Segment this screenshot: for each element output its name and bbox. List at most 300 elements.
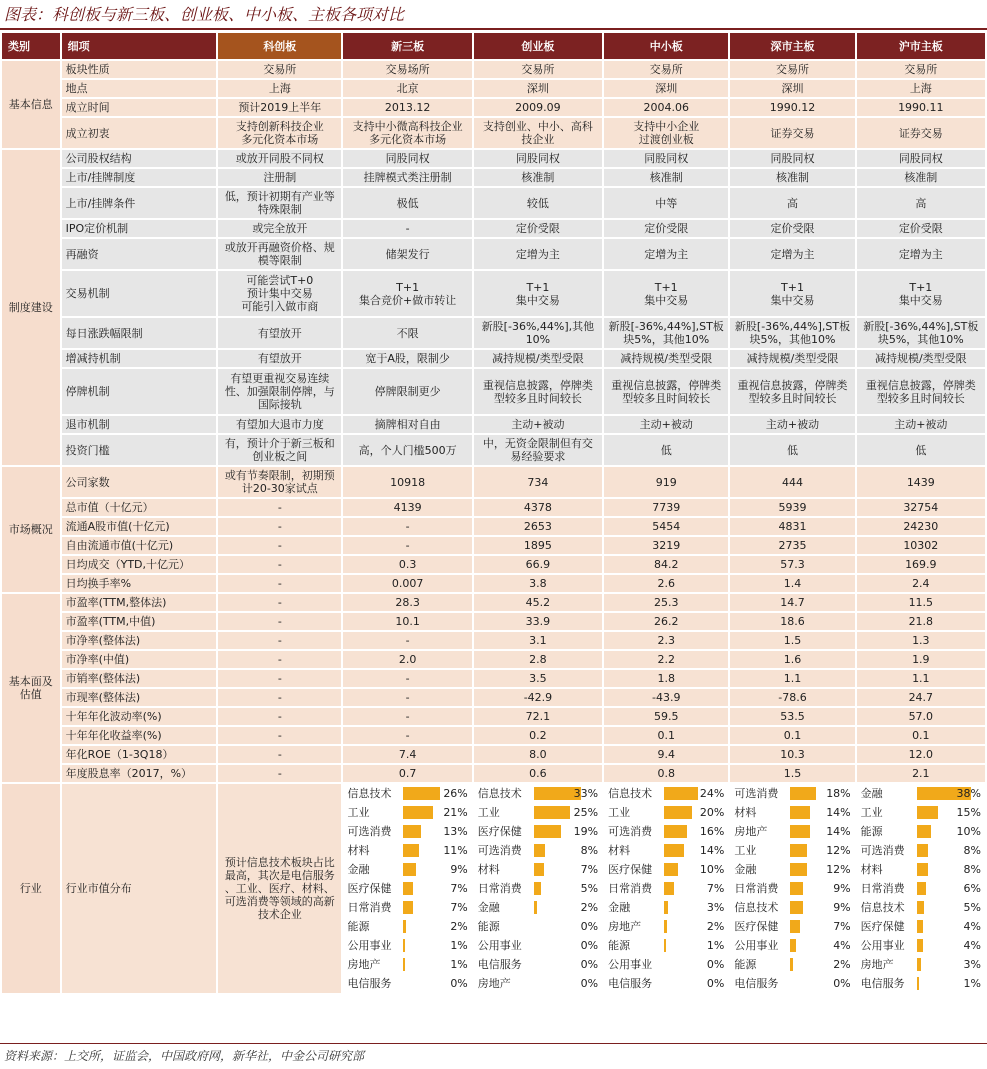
cell-sme: 低 [604, 435, 728, 465]
industry-name: 日常消费 [734, 882, 779, 895]
table-row [2, 632, 985, 649]
table-row [2, 188, 985, 218]
cell-sme: 0.1 [604, 727, 728, 744]
cell-szmain: 核准制 [730, 169, 854, 186]
industry-percent: 26% [443, 787, 468, 800]
cell-chinext: 定增为主 [474, 239, 602, 269]
industry-percent: 11% [443, 844, 468, 857]
cell-sme: 减持规模/类型受限 [604, 350, 728, 367]
industry-bar [917, 882, 926, 895]
cell-szmain: 交易所 [730, 61, 854, 78]
industry-item [730, 784, 854, 803]
industry-item [343, 917, 471, 936]
industry-percent: 9% [450, 863, 468, 876]
cell-szmain: 主动+被动 [730, 416, 854, 433]
industry-bar [790, 825, 810, 838]
table-row [2, 556, 985, 573]
row-label: 上市/挂牌制度 [62, 169, 217, 186]
cell-szmain: 1.1 [730, 670, 854, 687]
industry-bar [664, 920, 667, 933]
cell-szmain: 定增为主 [730, 239, 854, 269]
cell-neeq: 极低 [343, 188, 471, 218]
cell-shmain: 定增为主 [857, 239, 985, 269]
table-row [2, 118, 985, 148]
table-row [2, 651, 985, 668]
header-chinext: 创业板 [474, 33, 602, 59]
cell-shmain: 169.9 [857, 556, 985, 573]
cell-sme: 9.4 [604, 746, 728, 763]
cell-neeq: - [343, 670, 471, 687]
row-label: 投资门槛 [62, 435, 217, 465]
cell-star: - [218, 670, 341, 687]
industry-bar [917, 977, 919, 990]
industry-bar [664, 844, 684, 857]
table-row [2, 727, 985, 744]
industry-bar [534, 882, 541, 895]
cell-star: 上海 [218, 80, 341, 97]
cell-star: 或有节奏限制，初期预 计20-30家试点 [218, 467, 341, 497]
industry-percent: 3% [963, 958, 981, 971]
cell-shmain: 高 [857, 188, 985, 218]
industry-item [730, 917, 854, 936]
cell-shmain: 1990.11 [857, 99, 985, 116]
cell-chinext: 3.8 [474, 575, 602, 592]
cell-neeq: 支持中小微高科技企业 多元化资本市场 [343, 118, 471, 148]
industry-name: 材料 [347, 844, 370, 857]
cell-chinext: 45.2 [474, 594, 602, 611]
cell-sme: 1.8 [604, 670, 728, 687]
cell-shmain: 1.3 [857, 632, 985, 649]
industry-name: 材料 [734, 806, 757, 819]
cell-szmain: 57.3 [730, 556, 854, 573]
industry-name: 能源 [608, 939, 631, 952]
industry-percent: 19% [573, 825, 599, 838]
cell-shmain: 交易所 [857, 61, 985, 78]
cell-neeq: 7.4 [343, 746, 471, 763]
row-label: 自由流通市值(十亿元) [62, 537, 217, 554]
industry-name: 房地产 [734, 825, 768, 838]
row-label: 成立时间 [62, 99, 217, 116]
industry-item [343, 841, 471, 860]
industry-percent: 2% [833, 958, 851, 971]
industry-name: 电信服务 [347, 977, 392, 990]
industry-item [604, 784, 728, 803]
industry-bar [403, 787, 440, 800]
cell-sme: 84.2 [604, 556, 728, 573]
industry-item [474, 955, 602, 974]
cell-chinext: 3.5 [474, 670, 602, 687]
cell-star: 或放开再融资价格、规 模等限制 [218, 239, 341, 269]
cell-chinext: 734 [474, 467, 602, 497]
industry-bar [664, 939, 666, 952]
industry-item [343, 822, 471, 841]
cell-chinext: 主动+被动 [474, 416, 602, 433]
industry-name: 能源 [347, 920, 370, 933]
industry-item [343, 955, 471, 974]
industry-bar [403, 806, 433, 819]
industry-name: 医疗保健 [347, 882, 392, 895]
industry-name: 材料 [860, 863, 883, 876]
cell-neeq: - [343, 708, 471, 725]
industry-name: 日常消费 [347, 901, 392, 914]
industry-item [857, 803, 985, 822]
industry-bar [664, 787, 698, 800]
table-row [2, 575, 985, 592]
industry-item [857, 898, 985, 917]
header-sz-main: 深市主板 [730, 33, 854, 59]
industry-bar [403, 920, 406, 933]
industry-name: 公用事业 [347, 939, 392, 952]
header-item: 细项 [62, 33, 217, 59]
cell-star: - [218, 632, 341, 649]
cell-star: 注册制 [218, 169, 341, 186]
industry-percent: 10% [699, 863, 725, 876]
industry-percent: 12% [826, 844, 851, 857]
cell-sme: 定增为主 [604, 239, 728, 269]
industry-name: 信息技术 [347, 787, 392, 800]
cell-shmain: 1.9 [857, 651, 985, 668]
industry-item [474, 841, 602, 860]
industry-name: 材料 [608, 844, 631, 857]
industry-percent: 0% [706, 958, 725, 971]
cell-star: 交易所 [218, 61, 341, 78]
cell-szmain: 53.5 [730, 708, 854, 725]
row-label: 市销率(整体法) [62, 670, 217, 687]
cell-sme: 定价受限 [604, 220, 728, 237]
industry-item [474, 879, 602, 898]
industry-name: 可选消费 [477, 844, 522, 857]
cell-star: 低，预计初期有产业等 特殊限制 [218, 188, 341, 218]
industry-name: 医疗保健 [860, 920, 905, 933]
cell-neeq: 2.0 [343, 651, 471, 668]
table-row [2, 499, 985, 516]
cell-star: 有望加大退市力度 [218, 416, 341, 433]
cell-chinext: 2009.09 [474, 99, 602, 116]
cell-shmain: 0.1 [857, 727, 985, 744]
industry-item [343, 803, 471, 822]
industry-name: 可选消费 [608, 825, 653, 838]
cell-neeq: 摘牌相对自由 [343, 416, 471, 433]
cell-neeq: - [343, 518, 471, 535]
cell-star: - [218, 727, 341, 744]
category-cell: 制度建设 [2, 150, 60, 465]
industry-bar [403, 939, 405, 952]
industry-name: 能源 [860, 825, 883, 838]
row-label: 板块性质 [62, 61, 217, 78]
industry-item [857, 822, 985, 841]
cell-chinext: 66.9 [474, 556, 602, 573]
cell-shmain: 证券交易 [857, 118, 985, 148]
cell-chinext: 定价受限 [474, 220, 602, 237]
industry-percent: 1% [706, 939, 725, 952]
cell-szmain: 1990.12 [730, 99, 854, 116]
table-row [2, 537, 985, 554]
cell-star: 或放开同股不同权 [218, 150, 341, 167]
cell-chinext: 0.6 [474, 765, 602, 782]
industry-percent: 7% [450, 901, 468, 914]
chart-title: 图表：科创板与新三板、创业板、中小板、主板各项对比 [4, 5, 405, 24]
table-row [2, 670, 985, 687]
cell-star: 有望放开 [218, 318, 341, 348]
industry-percent: 13% [443, 825, 468, 838]
cell-szmain: 减持规模/类型受限 [730, 350, 854, 367]
cell-neeq: - [343, 537, 471, 554]
industry-item [474, 917, 602, 936]
cell-sme: 重视信息披露，停牌类 型较多且时间较长 [604, 369, 728, 414]
industry-bar [917, 844, 928, 857]
industry-percent: 7% [450, 882, 468, 895]
industry-item [604, 822, 728, 841]
table-row [2, 80, 985, 97]
cell-sme: 5454 [604, 518, 728, 535]
table-row [2, 594, 985, 611]
cell-neeq: 宽于A股，限制少 [343, 350, 471, 367]
industry-percent: 0% [580, 958, 599, 971]
industry-item [857, 955, 985, 974]
industry-bar [534, 901, 537, 914]
cell-sme: 主动+被动 [604, 416, 728, 433]
industry-name: 工业 [734, 844, 757, 857]
cell-sme: 支持中小企业 过渡创业板 [604, 118, 728, 148]
cell-shmain: 2.1 [857, 765, 985, 782]
cell-chinext: -42.9 [474, 689, 602, 706]
cell-chinext: 2653 [474, 518, 602, 535]
industry-percent: 16% [699, 825, 725, 838]
cell-shmain: 定价受限 [857, 220, 985, 237]
cell-neeq: 4139 [343, 499, 471, 516]
industry-bar [534, 844, 545, 857]
industry-name: 医疗保健 [734, 920, 779, 933]
industry-percent: 14% [826, 806, 851, 819]
industry-item [857, 917, 985, 936]
industry-percent: 9% [833, 882, 851, 895]
cell-chinext: 1895 [474, 537, 602, 554]
industry-name: 工业 [347, 806, 370, 819]
industry-bar [403, 958, 405, 971]
industry-item [730, 974, 854, 993]
cell-shmain: 32754 [857, 499, 985, 516]
industry-item [730, 879, 854, 898]
row-label: 市净率(整体法) [62, 632, 217, 649]
industry-percent: 8% [580, 844, 599, 857]
industry-item [474, 784, 602, 803]
industry-list-chinext [474, 784, 602, 993]
table-row [2, 369, 985, 414]
cell-szmain: 新股[-36%,44%],ST板 块5%，其他10% [730, 318, 854, 348]
row-label: 年度股息率（2017，%） [62, 765, 217, 782]
industry-list-sme [604, 784, 728, 993]
cell-star: 可能尝试T+0 预计集中交易 可能引入做市商 [218, 271, 341, 316]
row-label: 退市机制 [62, 416, 217, 433]
table-row [2, 765, 985, 782]
cell-sme: 2.6 [604, 575, 728, 592]
industry-name: 日常消费 [608, 882, 653, 895]
cell-szmain: 10.3 [730, 746, 854, 763]
header-sh-main: 沪市主板 [857, 33, 985, 59]
cell-star: - [218, 594, 341, 611]
cell-star: 支持创新科技企业 多元化资本市场 [218, 118, 341, 148]
cell-sme: T+1 集中交易 [604, 271, 728, 316]
industry-item [604, 974, 728, 993]
cell-chinext: 72.1 [474, 708, 602, 725]
row-label: 日均成交（YTD,十亿元） [62, 556, 217, 573]
cell-shmain: 10302 [857, 537, 985, 554]
industry-item [730, 803, 854, 822]
industry-name: 房地产 [347, 958, 381, 971]
cell-chinext: 3.1 [474, 632, 602, 649]
cell-star: 或完全放开 [218, 220, 341, 237]
industry-percent: 14% [826, 825, 851, 838]
table-row [2, 99, 985, 116]
cell-neeq: 10918 [343, 467, 471, 497]
cell-shmain: 核准制 [857, 169, 985, 186]
cell-star: 有望放开 [218, 350, 341, 367]
cell-shmain: 57.0 [857, 708, 985, 725]
industry-bar [534, 806, 570, 819]
cell-star: - [218, 746, 341, 763]
industry-bar [534, 863, 544, 876]
cell-shmain: 2.4 [857, 575, 985, 592]
row-label: 上市/挂牌条件 [62, 188, 217, 218]
cell-szmain: 高 [730, 188, 854, 218]
category-cell: 基本信息 [2, 61, 60, 148]
industry-name: 信息技术 [860, 901, 905, 914]
row-label: 市净率(中值) [62, 651, 217, 668]
industry-item [730, 822, 854, 841]
industry-list-neeq [343, 784, 471, 993]
category-cell: 基本面及 估值 [2, 594, 60, 782]
table-row [2, 689, 985, 706]
industry-percent: 33% [573, 787, 599, 800]
cell-shmain: 减持规模/类型受限 [857, 350, 985, 367]
industry-bar [403, 882, 413, 895]
cell-neeq: 北京 [343, 80, 471, 97]
industry-percent: 18% [826, 787, 851, 800]
cell-neeq: T+1 集合竞价+做市转让 [343, 271, 471, 316]
cell-sme: 2004.06 [604, 99, 728, 116]
cell-chinext: 重视信息披露，停牌类 型较多且时间较长 [474, 369, 602, 414]
cell-chinext: 8.0 [474, 746, 602, 763]
industry-percent: 1% [450, 958, 468, 971]
industry-percent: 0% [833, 977, 851, 990]
industry-item [343, 784, 471, 803]
industry-percent: 1% [963, 977, 981, 990]
cell-shmain: 21.8 [857, 613, 985, 630]
cell-sme: 26.2 [604, 613, 728, 630]
industry-name: 能源 [734, 958, 757, 971]
cell-neeq: 高，个人门槛500万 [343, 435, 471, 465]
industry-percent: 24% [699, 787, 725, 800]
source-note: 资料来源：上交所，证监会，中国政府网，新华社，中金公司研究部 [4, 1049, 365, 1063]
cell-szmain: 5939 [730, 499, 854, 516]
cell-szmain: 1.5 [730, 765, 854, 782]
row-label: 再融资 [62, 239, 217, 269]
cell-szmain: 4831 [730, 518, 854, 535]
industry-name: 金融 [347, 863, 370, 876]
industry-name: 日常消费 [477, 882, 522, 895]
cell-chinext: 0.2 [474, 727, 602, 744]
industry-name: 电信服务 [608, 977, 653, 990]
cell-chinext: 核准制 [474, 169, 602, 186]
industry-bar [917, 920, 923, 933]
industry-percent: 5% [963, 901, 981, 914]
industry-item [604, 860, 728, 879]
industry-item [474, 803, 602, 822]
industry-bar [790, 787, 816, 800]
cell-star: - [218, 651, 341, 668]
industry-name: 可选消费 [860, 844, 905, 857]
cell-shmain: T+1 集中交易 [857, 271, 985, 316]
cell-chinext: 深圳 [474, 80, 602, 97]
cell-neeq: - [343, 220, 471, 237]
cell-chinext: 33.9 [474, 613, 602, 630]
row-label: 地点 [62, 80, 217, 97]
industry-bar [403, 901, 413, 914]
cell-sme: 2.2 [604, 651, 728, 668]
industry-item [857, 841, 985, 860]
industry-item [343, 879, 471, 898]
cell-star: 有望更重视交易连续 性、加强限制停牌，与 国际接轨 [218, 369, 341, 414]
industry-name: 医疗保健 [608, 863, 653, 876]
table-row [2, 746, 985, 763]
row-label: 增减持机制 [62, 350, 217, 367]
row-label: 十年年化波动率(%) [62, 708, 217, 725]
industry-percent: 5% [580, 882, 599, 895]
table-row [2, 169, 985, 186]
industry-bar [534, 825, 561, 838]
industry-name: 电信服务 [477, 958, 522, 971]
cell-shmain: 24230 [857, 518, 985, 535]
industry-percent: 4% [963, 920, 981, 933]
industry-item [604, 803, 728, 822]
source-rule [0, 1043, 987, 1044]
industry-item [474, 936, 602, 955]
table-row [2, 61, 985, 78]
cell-sme: 核准制 [604, 169, 728, 186]
industry-name: 房地产 [860, 958, 894, 971]
industry-item [474, 898, 602, 917]
cell-szmain: 1.4 [730, 575, 854, 592]
cell-star: 预计2019上半年 [218, 99, 341, 116]
cell-szmain: 14.7 [730, 594, 854, 611]
industry-name: 工业 [860, 806, 883, 819]
industry-percent: 6% [963, 882, 981, 895]
industry-bar [917, 863, 928, 876]
cell-chinext: 同股同权 [474, 150, 602, 167]
industry-percent: 2% [706, 920, 725, 933]
row-label: 市盈率(TTM,整体法) [62, 594, 217, 611]
cell-shmain: 11.5 [857, 594, 985, 611]
industry-percent: 2% [580, 901, 599, 914]
cell-star: - [218, 518, 341, 535]
industry-percent: 15% [956, 806, 981, 819]
industry-percent: 25% [573, 806, 599, 819]
header-sme: 中小板 [604, 33, 728, 59]
cell-chinext: 较低 [474, 188, 602, 218]
industry-bar [917, 958, 921, 971]
cell-star: - [218, 708, 341, 725]
cell-neeq: - [343, 632, 471, 649]
cell-sme: -43.9 [604, 689, 728, 706]
cell-shmain: 上海 [857, 80, 985, 97]
row-label: 行业市值分布 [62, 784, 217, 993]
cell-chinext: 减持规模/类型受限 [474, 350, 602, 367]
industry-bar [917, 806, 938, 819]
cell-szmain: -78.6 [730, 689, 854, 706]
industry-row [2, 784, 985, 993]
industry-name: 公用事业 [608, 958, 653, 971]
industry-bar [917, 939, 923, 952]
